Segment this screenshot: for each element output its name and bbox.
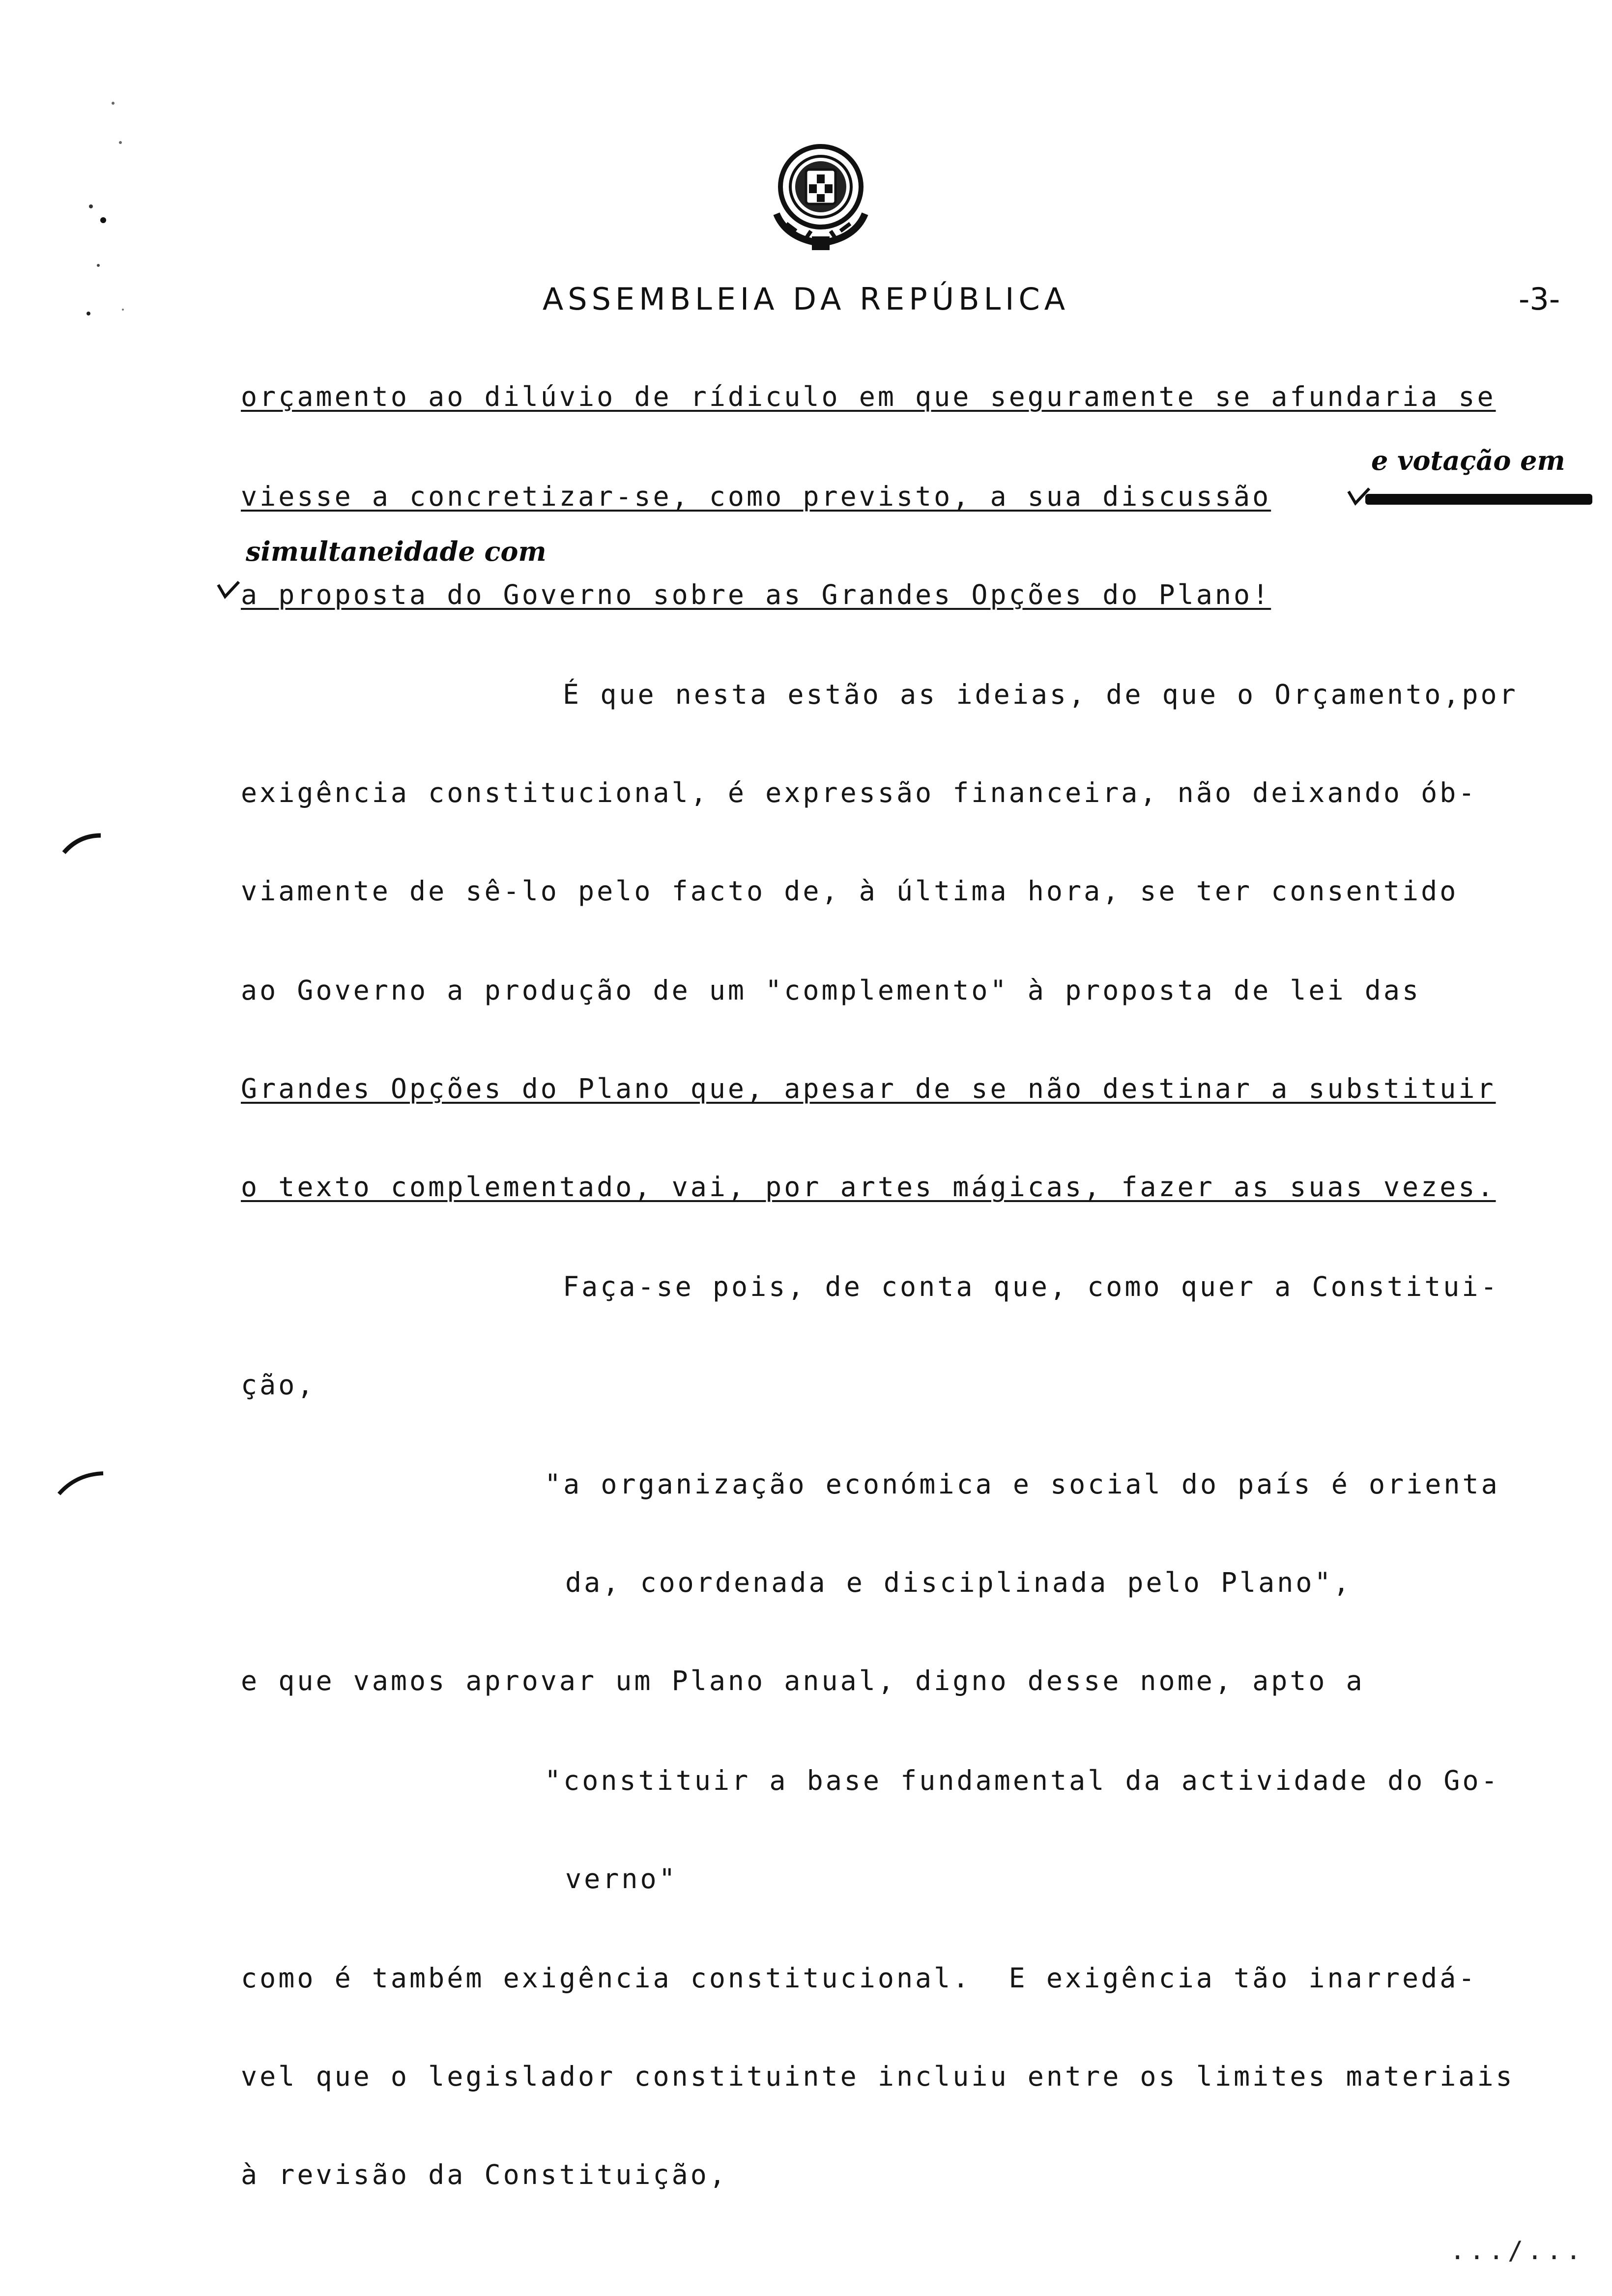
body-line-19: à revisão da Constituição,: [241, 2159, 728, 2190]
body-line-4: É que nesta estão as ideias, de que o Orçamento,por: [563, 679, 1518, 710]
body-line-7: ao Governo a produção de um "complemento" à proposta de lei das: [241, 975, 1421, 1006]
body-line-5: exigência constitucional, é expressão financeira, não deixando ób-: [241, 777, 1477, 808]
body-line-2-text: viesse a concretizar-se, como previsto, a sua discussão: [241, 481, 1271, 512]
header-title: ASSEMBLEIA DA REPÚBLICA: [542, 281, 1070, 317]
body-line-3: a proposta do Governo sobre as Grandes Opções do Plano!: [241, 579, 1271, 610]
body-line-11: ção,: [241, 1369, 316, 1401]
body-line-10: Faça-se pois, de conta que, como quer a Constitui-: [563, 1271, 1499, 1302]
insertion-caret-icon: [1347, 487, 1371, 506]
insertion-caret-icon-2: [216, 580, 241, 600]
coat-of-arms-emblem-icon: [767, 140, 875, 253]
quote-line-3: "constituir a base fundamental da actividade do Go-: [545, 1765, 1500, 1796]
scan-marks: [49, 88, 147, 1563]
body-line-6: viamente de sê-lo pelo facto de, à última hora, se ter consentido: [241, 875, 1459, 907]
body-line-18: vel que o legislador constituinte incluiu entre os limites materiais: [241, 2061, 1515, 2092]
body-line-17: como é também exigência constitucional. E exigência tão inarredá-: [241, 1962, 1477, 1994]
body-line-9: o texto complementado, vai, por artes mágicas, fazer as suas vezes.: [241, 1171, 1496, 1203]
quote-line-2: da, coordenada e disciplinada pelo Plano",: [565, 1567, 1352, 1598]
body-line-1: orçamento ao dilúvio de rídiculo em que seguramente se afundaria se: [241, 381, 1496, 412]
quote-line-4: verno": [565, 1863, 678, 1894]
quote-line-1: "a organização económica e social do país é orienta: [545, 1468, 1500, 1500]
body-line-14: e que vamos aprovar um Plano anual, digno desse nome, apto a: [241, 1665, 1365, 1696]
continuation-marker: .../...: [1450, 2236, 1585, 2266]
body-line-8: Grandes Opções do Plano que, apesar de se não destinar a substituir: [241, 1073, 1496, 1104]
page-number: -3-: [1519, 281, 1560, 317]
handwritten-insert-2: simultaneidade com: [246, 536, 547, 567]
body-line-2: [241, 479, 1271, 514]
handwritten-insert-1: e votação em: [1371, 445, 1565, 476]
strikethrough-mark: [1365, 494, 1592, 505]
